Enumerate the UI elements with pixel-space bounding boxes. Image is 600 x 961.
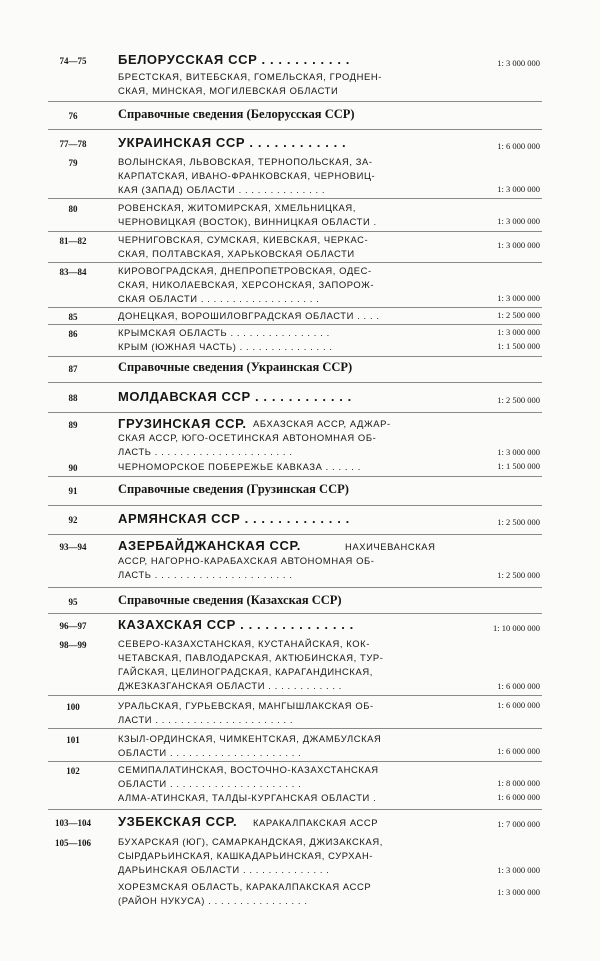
page-number: 77—78 [59, 139, 87, 149]
entry-line: БРЕСТСКАЯ, ВИТЕБСКАЯ, ГОМЕЛЬСКАЯ, ГРОДНЕН- [118, 71, 382, 82]
scale: 1: 1 500 000 [497, 461, 540, 471]
entry-line: КРЫМСКАЯ ОБЛАСТЬ . . . . . . . . . . . . . . . . [118, 327, 330, 338]
entry-line: ЧЕРНИГОВСКАЯ, СУМСКАЯ, КИЕВСКАЯ, ЧЕРКАС- [118, 234, 369, 245]
scale: 1: 3 000 000 [497, 887, 540, 897]
divider [48, 505, 542, 506]
entry-line: ЧЕРНОМОРСКОЕ ПОБЕРЕЖЬЕ КАВКАЗА . . . . . . [118, 461, 361, 472]
entry-line: ЧЕТАВСКАЯ, ПАВЛОДАРСКАЯ, АКТЮБИНСКАЯ, ТУР- [118, 652, 384, 663]
scale: 1: 6 000 000 [497, 700, 540, 710]
scale: 1: 3 000 000 [497, 58, 540, 68]
scale: 1: 8 000 000 [497, 778, 540, 788]
entry-line: АБХАЗСКАЯ АССР, АДЖАР- [253, 418, 391, 429]
entry-line: СЕВЕРО-КАЗАХСТАНСКАЯ, КУСТАНАЙСКАЯ, КОК- [118, 638, 370, 649]
page-number: 105—106 [55, 838, 91, 848]
entry-line: НАХИЧЕВАНСКАЯ [345, 541, 436, 552]
page-number: 85 [68, 312, 78, 322]
divider [48, 231, 542, 232]
divider [48, 324, 542, 325]
entry-line: АССР, НАГОРНО-КАРАБАХСКАЯ АВТОНОМНАЯ ОБ- [118, 555, 375, 566]
scale: 1: 3 000 000 [497, 240, 540, 250]
entry-line: ЛАСТИ . . . . . . . . . . . . . . . . . . . . . . [118, 714, 294, 725]
divider [48, 695, 542, 696]
divider [48, 101, 542, 102]
scale: 1: 3 000 000 [497, 447, 540, 457]
entry-heading: УКРАИНСКАЯ ССР . . . . . . . . . . . . [118, 135, 347, 150]
page-number: 74—75 [59, 56, 87, 66]
scale: 1: 7 000 000 [497, 819, 540, 829]
divider [48, 262, 542, 263]
divider [48, 761, 542, 762]
entry-line: КАРАКАЛПАКСКАЯ АССР [253, 817, 379, 828]
entry-line: ДАРЬИНСКАЯ ОБЛАСТИ . . . . . . . . . . . . . . [118, 864, 330, 875]
divider [48, 534, 542, 535]
entry-line: ЛАСТЬ . . . . . . . . . . . . . . . . . . . . . . [118, 569, 293, 580]
scale: 1: 6 000 000 [497, 746, 540, 756]
divider [48, 198, 542, 199]
entry-line: БУХАРСКАЯ (ЮГ), САМАРКАНДСКАЯ, ДЖИЗАКСКАЯ, [118, 836, 383, 847]
entry-line: СКАЯ, НИКОЛАЕВСКАЯ, ХЕРСОНСКАЯ, ЗАПОРОЖ- [118, 279, 375, 290]
scale: 1: 6 000 000 [497, 792, 540, 802]
entry-line: СКАЯ ОБЛАСТИ . . . . . . . . . . . . . . . . . . . [118, 293, 320, 304]
entry-line: АЛМА-АТИНСКАЯ, ТАЛДЫ-КУРГАНСКАЯ ОБЛАСТИ . [118, 792, 377, 803]
entry-line: (РАЙОН НУКУСА) . . . . . . . . . . . . . . . . [118, 895, 308, 906]
page-number: 79 [68, 158, 78, 168]
page-number: 92 [68, 515, 78, 525]
page-number: 83—84 [59, 267, 87, 277]
page-number: 103—104 [55, 818, 91, 828]
entry-line: ГАЙСКАЯ, ЦЕЛИНОГРАДСКАЯ, КАРАГАНДИНСКАЯ, [118, 666, 373, 677]
scale: 1: 2 500 000 [497, 517, 540, 527]
page-number: 93—94 [59, 542, 87, 552]
scale: 1: 3 000 000 [497, 865, 540, 875]
entry-line: РОВЕНСКАЯ, ЖИТОМИРСКАЯ, ХМЕЛЬНИЦКАЯ, [118, 202, 356, 213]
entry-line: ДЖЕЗКАЗГАНСКАЯ ОБЛАСТИ . . . . . . . . . . . . [118, 680, 342, 691]
scale: 1: 2 500 000 [497, 570, 540, 580]
divider [48, 382, 542, 383]
page-number: 91 [68, 486, 78, 496]
divider [48, 587, 542, 588]
page-number: 98—99 [59, 640, 87, 650]
page-number: 101 [66, 735, 80, 745]
entry-heading: БЕЛОРУССКАЯ ССР . . . . . . . . . . . [118, 52, 350, 67]
divider [48, 356, 542, 357]
entry-line: ДОНЕЦКАЯ, ВОРОШИЛОВГРАДСКАЯ ОБЛАСТИ . . . . [118, 310, 380, 321]
page-number: 100 [66, 702, 80, 712]
page-number: 102 [66, 766, 80, 776]
reference-heading: Справочные сведения (Белорусская ССР) [118, 107, 355, 121]
entry-line: КРЫМ (ЮЖНАЯ ЧАСТЬ) . . . . . . . . . . . . . . . [118, 341, 333, 352]
divider [48, 809, 542, 810]
scale: 1: 3 000 000 [497, 327, 540, 337]
entry-line: ЧЕРНОВИЦКАЯ (ВОСТОК), ВИННИЦКАЯ ОБЛАСТИ . [118, 216, 377, 227]
entry-line: УРАЛЬСКАЯ, ГУРЬЕВСКАЯ, МАНГЫШЛАКСКАЯ ОБ- [118, 700, 374, 711]
page-number: 88 [68, 393, 78, 403]
page-number: 95 [68, 597, 78, 607]
reference-heading: Справочные сведения (Казахская ССР) [118, 593, 342, 607]
page-number: 87 [68, 364, 78, 374]
reference-heading: Справочные сведения (Грузинская ССР) [118, 482, 349, 496]
divider [48, 412, 542, 413]
entry-line: СКАЯ, ПОЛТАВСКАЯ, ХАРЬКОВСКАЯ ОБЛАСТИ [118, 248, 355, 259]
entry-line: ЛАСТЬ . . . . . . . . . . . . . . . . . . . . . . [118, 446, 293, 457]
page-number: 81—82 [59, 236, 87, 246]
entry-heading: АЗЕРБАЙДЖАНСКАЯ ССР. [118, 538, 302, 553]
entry-heading: МОЛДАВСКАЯ ССР . . . . . . . . . . . . [118, 389, 352, 404]
scale: 1: 10 000 000 [493, 623, 540, 633]
entry-line: КЗЫЛ-ОРДИНСКАЯ, ЧИМКЕНТСКАЯ, ДЖАМБУЛСКАЯ [118, 733, 382, 744]
page-number: 89 [68, 420, 78, 430]
divider [48, 613, 542, 614]
entry-line: КАЯ (ЗАПАД) ОБЛАСТИ . . . . . . . . . . . . . . [118, 184, 326, 195]
divider [48, 129, 542, 130]
page-number: 76 [68, 111, 78, 121]
page-number: 90 [68, 463, 78, 473]
entry-line: СЫРДАРЬИНСКАЯ, КАШКАДАРЬИНСКАЯ, СУРХАН- [118, 850, 374, 861]
divider [48, 476, 542, 477]
divider [48, 307, 542, 308]
scale: 1: 3 000 000 [497, 293, 540, 303]
scale: 1: 1 500 000 [497, 341, 540, 351]
entry-heading: КАЗАХСКАЯ ССР . . . . . . . . . . . . . . [118, 617, 354, 632]
entry-heading: ГРУЗИНСКАЯ ССР. [118, 416, 247, 431]
scale: 1: 2 500 000 [497, 310, 540, 320]
scale: 1: 2 500 000 [497, 395, 540, 405]
entry-line: ОБЛАСТИ . . . . . . . . . . . . . . . . . . . . . [118, 747, 302, 758]
entry-line: ОБЛАСТИ . . . . . . . . . . . . . . . . . . . . . [118, 778, 302, 789]
reference-heading: Справочные сведения (Украинская ССР) [118, 360, 353, 374]
entry-line: КИРОВОГРАДСКАЯ, ДНЕПРОПЕТРОВСКАЯ, ОДЕС- [118, 265, 372, 276]
scale: 1: 6 000 000 [497, 141, 540, 151]
entry-heading: УЗБЕКСКАЯ ССР. [118, 814, 238, 829]
divider [48, 728, 542, 729]
entry-line: КАРПАТСКАЯ, ИВАНО-ФРАНКОВСКАЯ, ЧЕРНОВИЦ- [118, 170, 376, 181]
scale: 1: 3 000 000 [497, 216, 540, 226]
page-number: 86 [68, 329, 78, 339]
page-number: 96—97 [59, 621, 87, 631]
entry-heading: АРМЯНСКАЯ ССР . . . . . . . . . . . . . [118, 511, 350, 526]
entry-line: СКАЯ АССР, ЮГО-ОСЕТИНСКАЯ АВТОНОМНАЯ ОБ- [118, 432, 377, 443]
entry-line: ВОЛЫНСКАЯ, ЛЬВОВСКАЯ, ТЕРНОПОЛЬСКАЯ, ЗА- [118, 156, 373, 167]
scale: 1: 6 000 000 [497, 681, 540, 691]
scale: 1: 3 000 000 [497, 184, 540, 194]
entry-line: СКАЯ, МИНСКАЯ, МОГИЛЕВСКАЯ ОБЛАСТИ [118, 85, 339, 96]
page-number: 80 [68, 204, 78, 214]
entry-line: ХОРЕЗМСКАЯ ОБЛАСТЬ, КАРАКАЛПАКСКАЯ АССР [118, 881, 372, 892]
entry-line: СЕМИПАЛАТИНСКАЯ, ВОСТОЧНО-КАЗАХСТАНСКАЯ [118, 764, 379, 775]
